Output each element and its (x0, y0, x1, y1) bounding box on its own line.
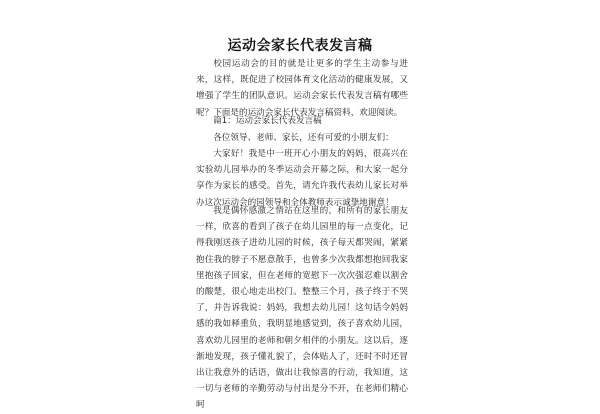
section-subheading: 篇1：运动会家长代表发言稿 (213, 116, 322, 126)
body-paragraph-1: 大家好！我是中一班开心小朋友的妈妈，很高兴在实验幼儿园举办的冬季运动会开幕之际，和大家一起分享作为家长的感受。首先，请允许我代表幼儿家长对举办这次运动会的园领导和全体教师表示诚挚地谢意！ (196, 149, 408, 208)
greeting-line: 各位领导、老师、家长，还有可爱的小朋友们： (213, 133, 394, 143)
body-paragraph-2: 我是偶怀感激之情站在这里的，和所有的家长朋友一样，欣喜的看到了孩子在幼儿园里的每一点变化，记得我刚送孩子进幼儿园的时候，孩子每天都哭闹，紧紧抱住我的脖子不愿意散手，也曾多少次我都想抱回我家里抱孩子回家，但在老师的宽慰下一次次强忍难以割舍的酸楚，很心地走出校门。整整三个月，孩子终于不哭了，并告诉我说：妈妈，我想去幼儿园！这句话令妈妈感的我如释重负，我明显地感觉到，孩子喜欢幼儿园，喜欢幼儿园里的老师和朝夕相伴的小朋友。这以后，逐渐地发现，孩子懂礼貌了，会体贴人了，还时不时还冒出让我意外的话语，做出让我惊喜的行动，我知道，这一切与老师的辛勤劳动与付出是分不开，在老师们精心呵 (196, 206, 408, 411)
intro-paragraph: 校园运动会的目的就是让更多的学生主动参与进来，这样，既促进了校园体育文化活动的健康发展，又增强了学生的团队意识。运动会家长代表发言稿有哪些呢？下面是的运动会家长代表发言稿资料，欢迎阅读。 (196, 59, 408, 118)
document-title: 运动会家长代表发言稿 (227, 38, 373, 54)
